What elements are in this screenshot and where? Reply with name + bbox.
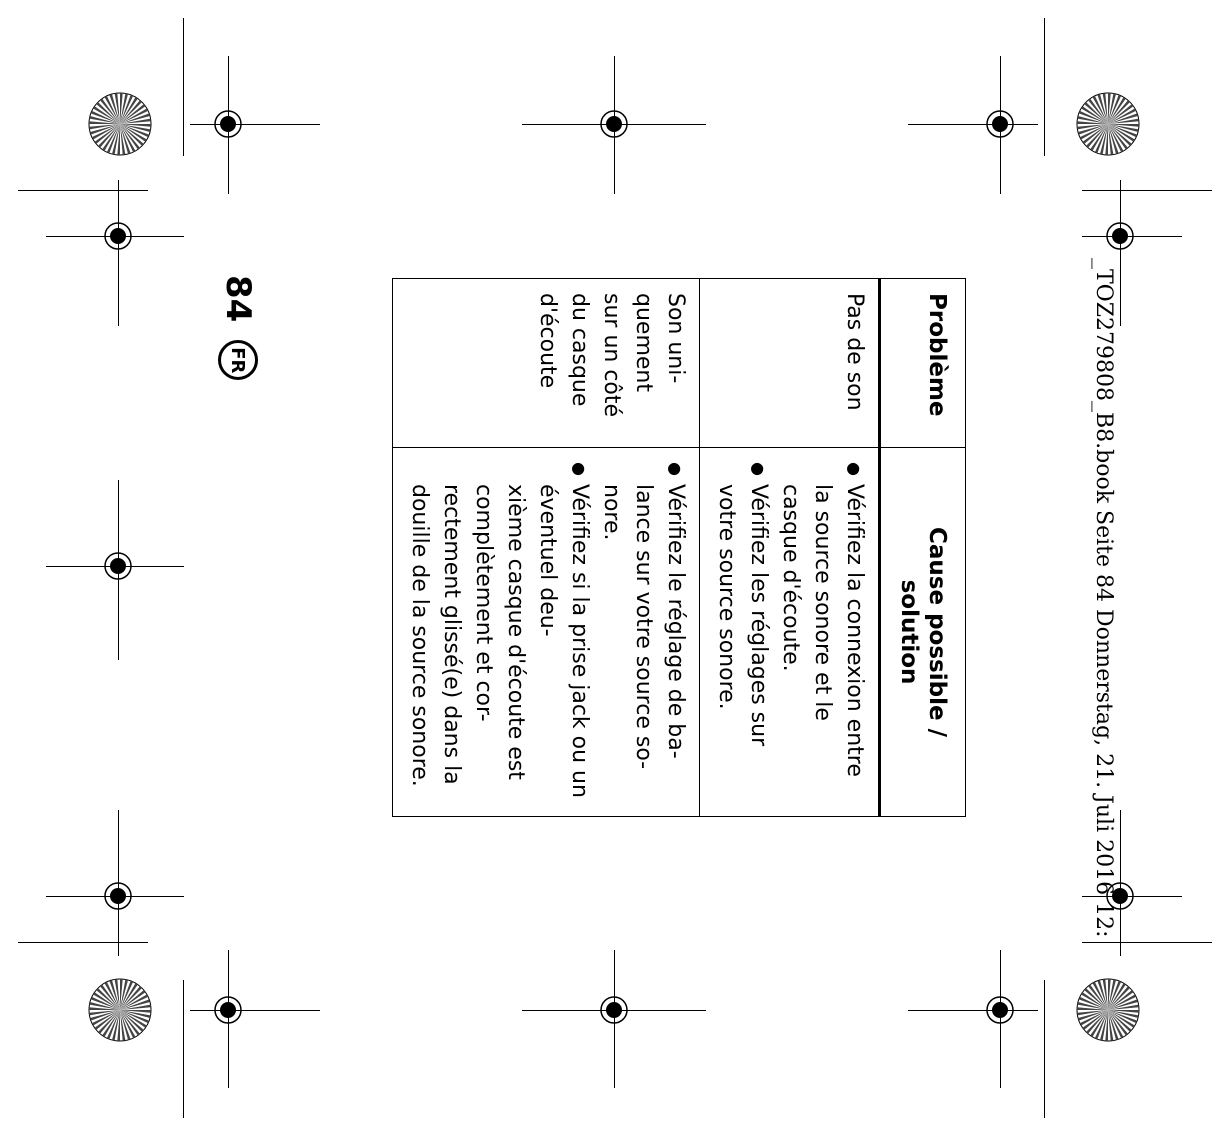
problem-cell: Pas de son [700,279,880,448]
crop-line [118,180,119,326]
page-number: 84 [218,275,258,323]
header-cause: Cause possible / solution [880,448,966,817]
color-target-icon [1076,92,1140,156]
color-target-icon [88,978,152,1042]
table-header-row [880,279,966,817]
registration-mark-icon [103,551,133,581]
cause-item: ● Vérifiez si la prise jack ou un éventuel deu- xième casque d'écoute est complètement et cor- rectement glissé(e) dans la douille de la source sonore. [403,484,595,802]
crop-line [908,124,1038,125]
color-target-icon [1076,978,1140,1042]
crop-line [1082,190,1212,191]
crop-line [1082,942,1212,943]
cause-item: ● Vérifiez la connexion entre la source sonore et le casque d'écoute. [774,484,870,802]
slug-line: _TOZ279808_B8.book Seite 84 Donnerstag, 21. Juli 2016 12: [1091,258,1116,938]
crop-line [183,18,184,156]
language-badge: FR [218,340,258,380]
problem-cell: Son uni- quement sur un côté du casque d'écoute [393,279,700,448]
header-problem: Problème [880,279,966,448]
crop-line [1044,18,1045,156]
registration-mark-icon [103,881,133,911]
registration-mark-icon [1105,221,1135,251]
troubleshooting-table [392,278,966,817]
registration-mark-icon [599,995,629,1025]
registration-mark-icon [985,109,1015,139]
color-target-icon [88,92,152,156]
cause-item: ● Vérifiez les réglages sur votre source sonore. [710,484,774,802]
cause-cell [700,448,880,817]
troubleshooting-table-wrapper [392,278,966,817]
cause-item: ● Vérifiez le réglage de ba- lance sur votre source so- nore. [595,484,691,802]
registration-mark-icon [985,995,1015,1025]
crop-line [190,124,320,125]
crop-line [183,980,184,1118]
table-row [393,279,700,817]
cause-cell [393,448,700,817]
registration-mark-icon [103,221,133,251]
crop-line [1044,980,1045,1118]
page-footer [218,275,258,380]
crop-line [1120,180,1121,326]
registration-mark-icon [213,995,243,1025]
registration-mark-icon [599,109,629,139]
table-row [700,279,880,817]
crop-line [18,190,148,191]
registration-mark-icon [213,109,243,139]
crop-line [908,1010,1038,1011]
crop-line [190,1010,320,1011]
crop-line [18,942,148,943]
